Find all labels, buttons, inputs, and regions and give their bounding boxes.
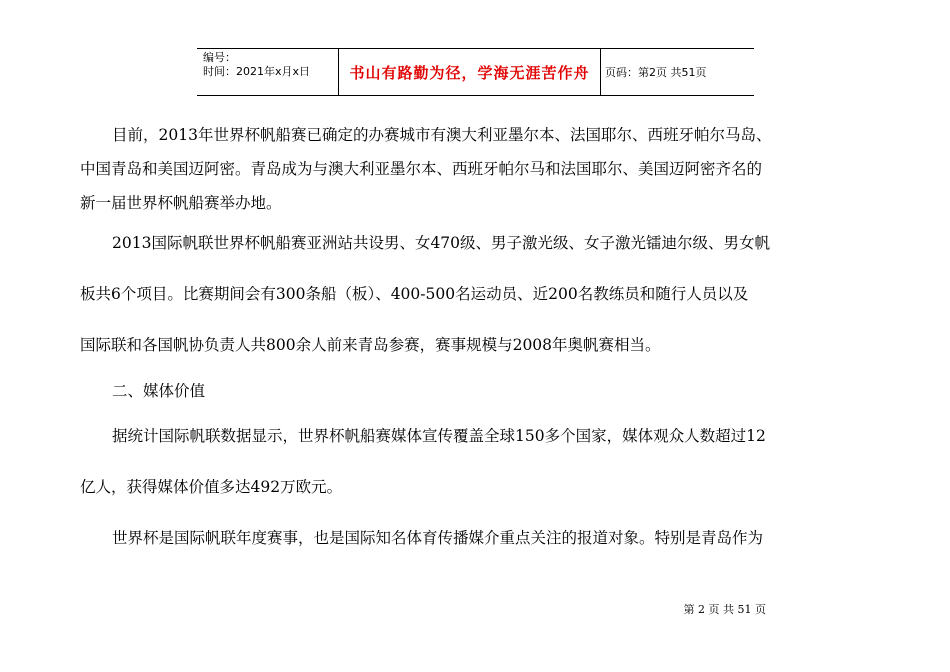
paragraph-line: 中国青岛和美国迈阿密。青岛成为与澳大利亚墨尔本、西班牙帕尔马和法国耶尔、美国迈阿密齐名的: [80, 160, 763, 178]
document-time: 时间：2021年x月x日: [203, 65, 311, 78]
paragraph-line: 亿人，获得媒体价值多达492万欧元。: [80, 478, 343, 496]
paragraph-line: 板共6个项目。比赛期间会有300条船（板）、400-500名运动员、近200名教练员和随行人员以及: [80, 285, 749, 303]
paragraph-line: 目前，2013年世界杯帆船赛已确定的办赛城市有澳大利亚墨尔本、法国耶尔、西班牙帕尔马岛、: [112, 126, 772, 144]
header-page-info: 页码：第2页 共51页: [605, 66, 707, 79]
paragraph-line: 新一届世界杯帆船赛举办地。: [80, 194, 282, 212]
paragraph-line: 世界杯是国际帆联年度赛事，也是国际知名体育传播媒介重点关注的报道对象。特别是青岛作为: [112, 529, 764, 547]
header-meta: [197, 49, 339, 95]
section-heading: 二、媒体价值: [112, 382, 206, 400]
paragraph-line: 国际联和各国帆协负责人共800余人前来青岛参赛，赛事规模与2008年奥帆赛相当。: [80, 336, 661, 354]
paragraph-line: 据统计国际帆联数据显示，世界杯帆船赛媒体宣传覆盖全球150多个国家，媒体观众人数超过12: [112, 427, 766, 445]
header-motto: 书山有路勤为径，学海无涯苦作舟: [339, 49, 601, 95]
footer-page-number: 第 2 页 共 51 页: [683, 603, 766, 616]
document-header: [197, 48, 754, 96]
document-number-label: 编号：: [203, 51, 236, 64]
paragraph-line: 2013国际帆联世界杯帆船赛亚洲站共设男、女470级、男子激光级、女子激光镭迪尔级、男女帆: [112, 234, 771, 252]
